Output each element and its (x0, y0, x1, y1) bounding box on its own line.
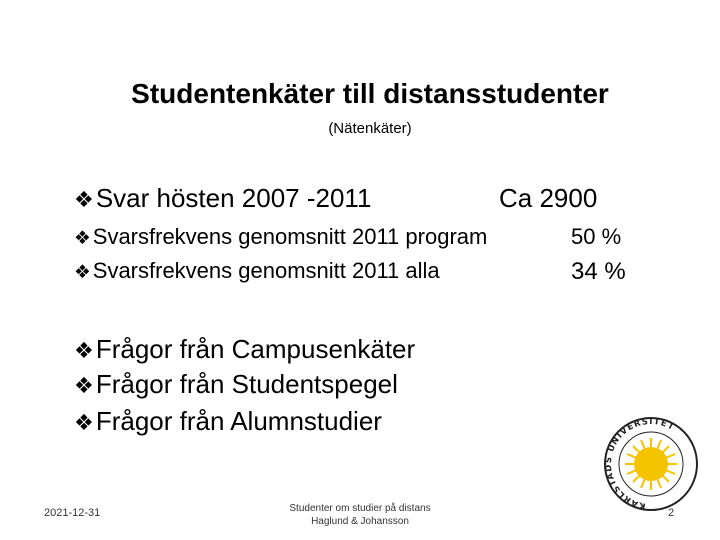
page-number: 2 (668, 507, 675, 519)
sun-seal-icon (625, 438, 677, 490)
stat-label: Svarsfrekvens genomsnitt 2011 alla (92, 258, 440, 283)
source-item-alumn (74, 406, 382, 437)
stat-responses (74, 183, 371, 214)
diamond-bullet-icon: ❖ (74, 338, 94, 363)
footer-date: 2021-12-31 (44, 507, 101, 519)
diamond-bullet-icon: ❖ (74, 187, 94, 212)
footer-title: Studenter om studier på distans (289, 503, 431, 514)
stat-label: Svar hösten 2007 -2011 (95, 183, 372, 213)
university-logo (596, 412, 706, 512)
stat-label: Svarsfrekvens genomsnitt 2011 program (92, 224, 488, 249)
diamond-bullet-icon: ❖ (74, 373, 94, 398)
stat-value: 50 % (571, 224, 622, 249)
source-label: Frågor från Campusenkäter (95, 334, 416, 364)
slide-subtitle: (Nätenkäter) (328, 120, 412, 137)
logo-text: KARLSTADS UNIVERSITET (603, 416, 677, 511)
stat-response-rate-all (74, 258, 440, 284)
source-label: Frågor från Studentspegel (95, 369, 398, 399)
diamond-bullet-icon: ❖ (74, 410, 94, 435)
footer-authors: Haglund & Johansson (311, 516, 409, 527)
source-label: Frågor från Alumnstudier (95, 406, 382, 436)
diamond-bullet-icon: ❖ (74, 261, 91, 282)
source-item-studentspegel (74, 369, 398, 400)
source-item-campus (74, 334, 415, 365)
stat-value: Ca 2900 (499, 183, 598, 213)
diamond-bullet-icon: ❖ (74, 227, 91, 248)
stat-value: 34 % (571, 258, 626, 285)
slide-title: Studentenkäter till distansstudenter (131, 78, 609, 109)
footer-center (260, 502, 460, 528)
stat-response-rate-program (74, 224, 487, 250)
